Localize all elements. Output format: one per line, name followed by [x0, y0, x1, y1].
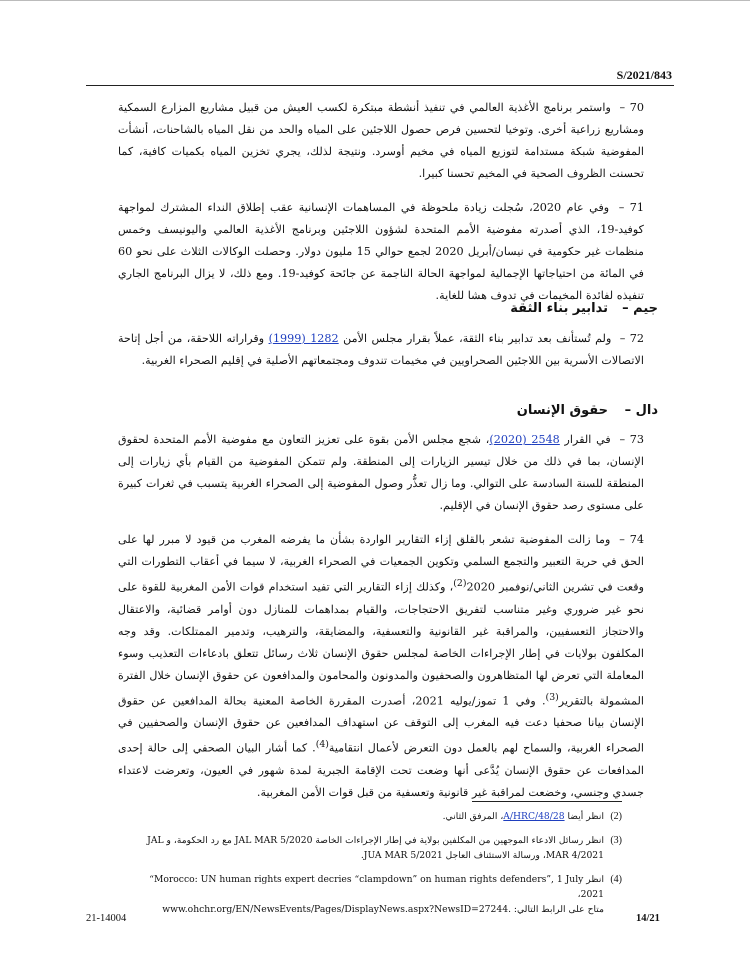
footnote-text: انظر — [583, 874, 604, 885]
paragraph-text: وفي عام 2020، سُجلت زيادة ملحوظة في المساهمات الإنسانية عقب إطلاق النداء المشترك لمواجهة كوفيد-19، الذي أصدرته مفوضية الأمم المتحدة لشؤون اللاجئين وبرنامج الأغذية العالمي واليونيسف وخمس منظمات غير حكومية في نيسان/أبريل 2020 لجمع حوالي 15 مليون دولار. وحصلت الوكالات الثلاث على نحو 60 في المائة من احتياجاتها الإجمالية لمواجهة الحالة الناجمة عن جائحة كوفيد-19. ومع ذلك، لا يزال البرنامج الجاري تنفيذه لفائدة المخيمات في تدوف هشا للغاية. — [118, 201, 645, 302]
press-release-title: “Morocco: UN human rights expert decries “clampdown” on human rights defenders”, 1 July 2021 — [149, 874, 604, 900]
press-release-url[interactable]: www.ohchr.org/EN/NewsEvents/Pages/DisplayNews.aspx?NewsID=27244. — [162, 904, 511, 915]
resolution-link-1282[interactable]: 1282 (1999) — [268, 332, 339, 345]
paragraph-73 — [118, 429, 644, 517]
document-body — [118, 97, 644, 319]
paragraph-number: 72 – — [619, 332, 645, 345]
footnote-number: (3) — [610, 835, 622, 846]
footnote-ref-3[interactable]: (3) — [545, 691, 559, 703]
document-symbol: S/2021/843 — [616, 68, 672, 82]
paragraph-70 — [118, 97, 644, 185]
document-link-hrc[interactable]: A/HRC/48/28 — [503, 811, 565, 822]
footnote-ref-4[interactable]: (4) — [315, 739, 329, 751]
paragraph-text: في القرار — [559, 433, 611, 446]
footnotes — [140, 809, 622, 926]
paragraph-number: 70 – — [619, 101, 644, 114]
paragraph-71 — [118, 197, 644, 307]
footnote-text: ، المرفق الثاني. — [442, 811, 504, 822]
section-heading-c — [510, 301, 658, 316]
section-c-body — [118, 328, 644, 384]
paragraph-text: . وفي 1 تموز/يوليه 2021، أصدرت المقررة الخاصة المعنية بحالة المدافعين عن حقوق الإنسان بيانا صحفيا دعت فيه المغرب إلى التوقف عن استهداف المدافعين عن حقوق الإنسان والصحفيين في الصحراء الغربية، والسماح لهم بالعمل دون التعرض لأعمال انتقامية — [118, 694, 644, 756]
section-title: حقوق الإنسان — [516, 403, 608, 418]
paragraph-text: ، وكذلك إزاء التقارير التي تفيد استخدام قوات الأمن المغربية للقوة على نحو غير ضروري وغير متناسب لتفريق الاحتجاجات، والقيام بمداهمات للمنازل دون أوامر قضائية، والاعتقال والاحتجاز التعسفيين، والمراقبة غير القانونية والتعسفية، والمضايقة، والترهيب، وتدمير الممتلكات. وقد وجه المكلفون بولايات في إطار الإجراءات الخاصة لمجلس حقوق الإنسان ثلاث رسائل تتعلق بادعاءات التعذيب وسوء المعاملة التي تعرض لها المتظاهرون والصحفيون والمدونون والمحامون والمدافعون عن حقوق الإنسان خلال الفترة المشمولة بالتقرير — [118, 580, 644, 708]
paragraph-text: وقراراته اللاحقة، من أجل إتاحة الاتصالات الأسرية بين اللاجئين الصحراويين في مخيمات تندوف ومجتمعاتهم الأصلية في إقليم الصحراء الغربية. — [118, 332, 644, 367]
paragraph-72 — [118, 328, 644, 372]
footnote-number: (2) — [610, 811, 622, 822]
page-header — [86, 65, 674, 86]
resolution-link-2548[interactable]: 2548 (2020) — [489, 433, 560, 446]
footnote-2 — [140, 809, 622, 824]
footnote-number: (4) — [610, 874, 622, 885]
footnote-text: متاح على الرابط التالي: — [510, 904, 604, 915]
section-title: تدابير بناء الثقة — [510, 301, 608, 316]
section-d-body — [118, 429, 644, 816]
paragraph-text: ولم تُستأنف بعد تدابير بناء الثقة، عملاً بقرار مجلس الأمن — [338, 332, 612, 345]
footnote-divider — [472, 801, 622, 802]
footnote-text: انظر رسائل الادعاء الموجهين من المكلفين بولاية في إطار الإجراءات الخاصة JAL MAR 5/2020 مع رد الحكومة، و JAL MAR 4/2021، ورسالة الاستئناف العاجل JUA MAR 5/2021. — [147, 835, 604, 861]
section-label: جيم – — [622, 301, 658, 316]
footnote-4 — [140, 872, 622, 917]
footer-doc-number: 21-14004 — [86, 913, 127, 924]
footnote-ref-2[interactable]: (2) — [453, 578, 467, 589]
paragraph-number: 73 – — [619, 433, 644, 446]
section-heading-d — [517, 403, 658, 418]
paragraph-text: وما زالت المفوضية تشعر بالقلق إزاء التقارير الواردة بشأن ما يفرضه المغرب من قيود لا مبرر لها على الحق في حرية التعبير والتجمع السلمي وتكوين الجمعيات في الصحراء الغربية، لا سيما في أعقاب التطورات التي وقعت في تشرين الثاني/نوفمبر 2020 — [118, 533, 644, 594]
section-label: دال – — [624, 403, 658, 418]
footnote-text: انظر أيضا — [564, 811, 604, 822]
paragraph-number: 71 – — [618, 201, 645, 214]
footnote-3 — [140, 833, 622, 863]
footnote-text: ، — [577, 889, 581, 900]
paragraph-number: 74 – — [619, 533, 645, 546]
paragraph-text: ، شجع مجلس الأمن بقوة على تعزيز التعاون مع مفوضية الأمم المتحدة لحقوق الإنسان، بما في ذلك من خلال تيسير الزيارات إلى المنطقة. ولم تتمكن المفوضية من القيام بأي زيارات إلى المنطقة للسنة السادسة على التوالي. وما زال تعذُّر وصول المفوضية إلى الصحراء الغربية يتسبب في ثغرات كبيرة على مستوى رصد حقوق الإنسان في الإقليم. — [118, 433, 644, 512]
paragraph-74 — [118, 529, 644, 804]
paragraph-text: . كما أشار البيان الصحفي إلى حالة إحدى المدافعات عن حقوق الإنسان يُدَّعى أنها وضعت تحت الإقامة الجبرية لمدة شهور في العيون، وتعرضت لاعتداء جسدي وجنسي، وخضعت لمراقبة غير قانونية وتعسفية من قبل قوات الأمن المغربية. — [118, 742, 644, 800]
footer-page-number: 14/21 — [636, 913, 660, 924]
paragraph-text: واستمر برنامج الأغذية العالمي في تنفيذ أنشطة مبتكرة لكسب العيش من قبيل مشاريع المزارع السمكية ومشاريع زراعية أخرى. وتوخيا لتحسين فرص حصول اللاجئين على المياه والحد من نقل المياه بالشاحنات، أنشأت المفوضية شبكة مستدامة لتوزيع المياه في مخيم أوسرد. ونتيجة لذلك، يجري تخزين المياه بكميات كافية، كما تحسنت الظروف الصحية في المخيم تحسنا كبيرا. — [118, 101, 644, 180]
